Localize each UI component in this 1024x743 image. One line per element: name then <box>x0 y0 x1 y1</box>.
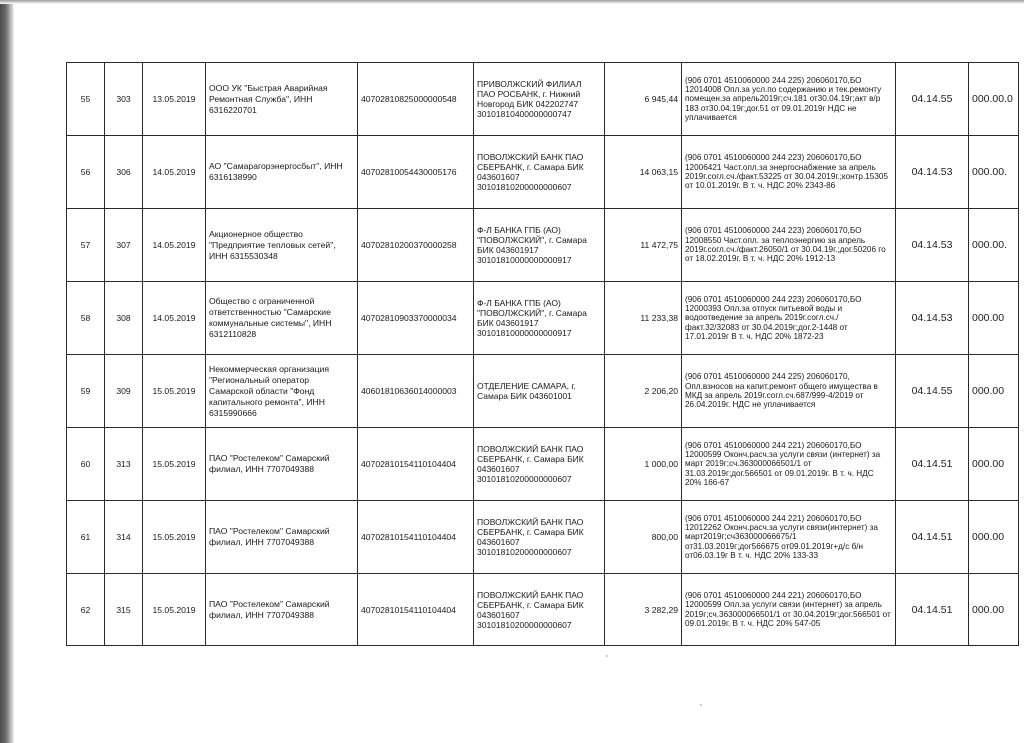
amount-cell: 1 000,00 <box>605 428 682 501</box>
truncated-code-cell: 000.00 <box>969 574 1019 646</box>
truncated-code-cell: 000.00. <box>969 209 1019 282</box>
recipient-cell: ПАО "Ростелеком" Самарский филиал, ИНН 7707049388 <box>206 428 358 501</box>
document-number-cell: 315 <box>105 574 143 646</box>
budget-code-cell: 04.14.53 <box>896 209 969 282</box>
document-number-cell: 303 <box>105 63 143 136</box>
scan-shadow-left <box>0 0 14 743</box>
account-number-cell: 40702810200370000258 <box>358 209 474 282</box>
budget-code-cell: 04.14.53 <box>896 136 969 209</box>
payment-purpose-cell: (906 0701 4510060000 244 221) 206060170,БО 12000599 Опл.за услуги связи (интернет) за апрель 2019г;сч.363000066501/1 от 30.04.2019г;дог.566501 от 09.01.2019г. В т. ч. НДС 20% 547-05 <box>682 574 896 646</box>
amount-cell: 11 472,75 <box>605 209 682 282</box>
document-number-cell: 314 <box>105 501 143 574</box>
payment-date-cell: 15.05.2019 <box>143 355 206 428</box>
table-row <box>67 282 1019 355</box>
amount-cell: 6 945,44 <box>605 63 682 136</box>
payment-date-cell: 14.05.2019 <box>143 209 206 282</box>
recipient-bank-cell: ПОВОЛЖСКИЙ БАНК ПАО СБЕРБАНК, г. Самара БИК 043601607 30101810200000000607 <box>474 501 605 574</box>
row-number-cell: 57 <box>67 209 105 282</box>
payment-purpose-cell: (906 0701 4510060000 244 223) 206060170,БО 12006421 Част.опл.за энергоснабжение за апрель 2019г.согл.сч./факт.53225 от 30.04.2019г.;контр.15305 от 10.01.2019г. В т. ч. НДС 20% 2343-86 <box>682 136 896 209</box>
document-number-cell: 307 <box>105 209 143 282</box>
payment-date-cell: 15.05.2019 <box>143 574 206 646</box>
truncated-code-cell: 000.00 <box>969 501 1019 574</box>
budget-code-cell: 04.14.51 <box>896 501 969 574</box>
table-row <box>67 209 1019 282</box>
row-number-cell: 58 <box>67 282 105 355</box>
row-number-cell: 61 <box>67 501 105 574</box>
table-row <box>67 136 1019 209</box>
recipient-cell: Общество с ограниченной ответственностью "Самарские коммунальные системы", ИНН 6312110828 <box>206 282 358 355</box>
recipient-bank-cell: Ф-Л БАНКА ГПБ (АО) "ПОВОЛЖСКИЙ", г. Самара БИК 043601917 30101810000000000917 <box>474 209 605 282</box>
account-number-cell: 40702810825000000548 <box>358 63 474 136</box>
payments-table <box>66 62 1019 646</box>
recipient-bank-cell: ПОВОЛЖСКИЙ БАНК ПАО СБЕРБАНК, г. Самара БИК 043601607 30101810200000000607 <box>474 136 605 209</box>
amount-cell: 14 063,15 <box>605 136 682 209</box>
payment-date-cell: 15.05.2019 <box>143 428 206 501</box>
amount-cell: 2 206,20 <box>605 355 682 428</box>
row-number-cell: 62 <box>67 574 105 646</box>
recipient-bank-cell: Ф-Л БАНКА ГПБ (АО) "ПОВОЛЖСКИЙ", г. Самара БИК 043601917 30101810000000000917 <box>474 282 605 355</box>
recipient-cell: ООО УК "Быстрая Аварийная Ремонтная Служба", ИНН 6316220701 <box>206 63 358 136</box>
budget-code-cell: 04.14.51 <box>896 574 969 646</box>
amount-cell: 3 282,29 <box>605 574 682 646</box>
recipient-cell: Некоммерческая организация "Региональный оператор Самарской области "Фонд капитального ремонта", ИНН 6315990666 <box>206 355 358 428</box>
payment-purpose-cell: (906 0701 4510060000 244 221) 206060170,БО 12000599 Оконч.расч.за услуги связи (интернет) за март 2019г;сч.363000066501/1 от 31.03.2019г;дог.566501 от 09.01.2019г. В т. ч. НДС 20% 166-67 <box>682 428 896 501</box>
row-number-cell: 56 <box>67 136 105 209</box>
payment-purpose-cell: (906 0701 4510060000 244 223) 206060170,БО 12008550 Част.опл. за теплоэнергию за апрель 2019г.согл.сч./факт.26050/1 от 30.04.19г.;дог.50206 го от 18.02.2019г. В т. ч. НДС 20% 1912-13 <box>682 209 896 282</box>
document-number-cell: 309 <box>105 355 143 428</box>
scan-speck <box>700 704 702 706</box>
budget-code-cell: 04.14.55 <box>896 355 969 428</box>
budget-code-cell: 04.14.55 <box>896 63 969 136</box>
recipient-bank-cell: ПОВОЛЖСКИЙ БАНК ПАО СБЕРБАНК, г. Самара БИК 043601607 30101810200000000607 <box>474 428 605 501</box>
recipient-cell: Акционерное общество "Предприятие тепловых сетей", ИНН 6315530348 <box>206 209 358 282</box>
truncated-code-cell: 000.00.0 <box>969 63 1019 136</box>
recipient-bank-cell: ОТДЕЛЕНИЕ САМАРА, г. Самара БИК 043601001 <box>474 355 605 428</box>
payment-date-cell: 15.05.2019 <box>143 501 206 574</box>
recipient-bank-cell: ПРИВОЛЖСКИЙ ФИЛИАЛ ПАО РОСБАНК, г. Нижний Новгород БИК 042202747 30101810400000000747 <box>474 63 605 136</box>
payment-purpose-cell: (906 0701 4510060000 244 223) 206060170,БО 12000393 Опл.за отпуск питьевой воды и водоотведение за апрель 2019г.согл.сч./факт.32/32083 от 30.04.2019г;дог.2-1448 от 17.01.2019г В т. ч. НДС 20% 1872-23 <box>682 282 896 355</box>
table-row <box>67 574 1019 646</box>
recipient-bank-cell: ПОВОЛЖСКИЙ БАНК ПАО СБЕРБАНК, г. Самара БИК 043601607 30101810200000000607 <box>474 574 605 646</box>
table-row <box>67 355 1019 428</box>
scan-speck <box>606 655 608 657</box>
payment-purpose-cell: (906 0701 4510060000 244 225) 206060170,БО 12014008 Опл.за усл.по содержанию и тек.ремонту помещен.за апрель2019г;сч.181 от30.04.19г;акт в/р 183 от30.04.19г;дог.51 от 09.01.2019г НДС не уплачивается <box>682 63 896 136</box>
payment-purpose-cell: (906 0701 4510060000 244 221) 206060170,БО 12012262 Оконч.расч.за услуги связи(интернет) за март2019г;сч363000066675/1 от31.03.2019г;дог566675 от09.01.2019г+д/с б/н от06.03.19г В т. ч. НДС 20% 133-33 <box>682 501 896 574</box>
recipient-cell: ПАО "Ростелеком" Самарский филиал, ИНН 7707049388 <box>206 574 358 646</box>
truncated-code-cell: 000.00. <box>969 136 1019 209</box>
payment-date-cell: 14.05.2019 <box>143 282 206 355</box>
row-number-cell: 60 <box>67 428 105 501</box>
recipient-cell: АО "Самарагорэнергосбыт", ИНН 6316138990 <box>206 136 358 209</box>
document-number-cell: 306 <box>105 136 143 209</box>
table-row <box>67 501 1019 574</box>
budget-code-cell: 04.14.51 <box>896 428 969 501</box>
account-number-cell: 40601810636014000003 <box>358 355 474 428</box>
truncated-code-cell: 000.00 <box>969 282 1019 355</box>
table-row <box>67 428 1019 501</box>
scan-shadow-top <box>0 0 1024 4</box>
account-number-cell: 40702810054430005176 <box>358 136 474 209</box>
payment-date-cell: 14.05.2019 <box>143 136 206 209</box>
payment-date-cell: 13.05.2019 <box>143 63 206 136</box>
truncated-code-cell: 000.00 <box>969 428 1019 501</box>
account-number-cell: 40702810154110104404 <box>358 574 474 646</box>
budget-code-cell: 04.14.53 <box>896 282 969 355</box>
table-row <box>67 63 1019 136</box>
account-number-cell: 40702810903370000034 <box>358 282 474 355</box>
account-number-cell: 40702810154110104404 <box>358 428 474 501</box>
amount-cell: 11 233,38 <box>605 282 682 355</box>
account-number-cell: 40702810154110104404 <box>358 501 474 574</box>
row-number-cell: 59 <box>67 355 105 428</box>
truncated-code-cell: 000.00 <box>969 355 1019 428</box>
document-number-cell: 313 <box>105 428 143 501</box>
payment-purpose-cell: (906 0701 4510060000 244 225) 206060170, Опл.взносов на капит.ремонт общего имущества в МКД за апрель 2019г.согл.сч.687/999-4/2019 от 26.04.2019г. НДС не уплачивается <box>682 355 896 428</box>
row-number-cell: 55 <box>67 63 105 136</box>
recipient-cell: ПАО "Ростелеком" Самарский филиал, ИНН 7707049388 <box>206 501 358 574</box>
amount-cell: 800,00 <box>605 501 682 574</box>
document-number-cell: 308 <box>105 282 143 355</box>
